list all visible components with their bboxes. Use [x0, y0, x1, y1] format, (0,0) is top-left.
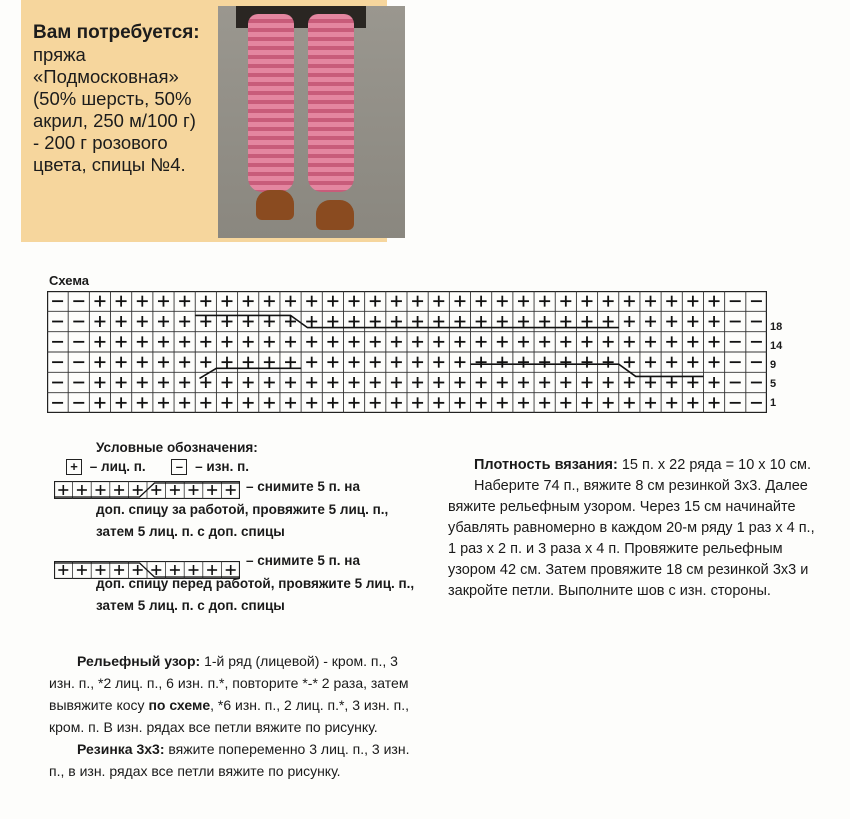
chart-knit-stitch — [645, 377, 656, 388]
chart-knit-stitch — [582, 397, 593, 408]
chart-knit-stitch — [433, 316, 444, 327]
chart-knit-stitch — [306, 357, 317, 368]
chart-knit-stitch — [200, 316, 211, 327]
chart-knit-stitch — [349, 377, 360, 388]
chart-knit-stitch — [116, 357, 127, 368]
materials-panel — [21, 0, 387, 242]
knit-stitch-label: – лиц. п. — [89, 459, 146, 474]
chart-knit-stitch — [327, 336, 338, 347]
legend-title: Условные обозначения: — [96, 440, 258, 455]
chart-knit-stitch — [539, 397, 550, 408]
chart-knit-stitch — [433, 357, 444, 368]
chart-knit-stitch — [137, 316, 148, 327]
chart-knit-stitch — [603, 296, 614, 307]
chart-knit-stitch — [454, 336, 465, 347]
chart-knit-stitch — [518, 336, 529, 347]
chart-knit-stitch — [94, 357, 105, 368]
chart-knit-stitch — [476, 296, 487, 307]
chart-knit-stitch — [222, 336, 233, 347]
chart-knit-stitch — [349, 336, 360, 347]
chart-knit-stitch — [687, 296, 698, 307]
chart-knit-stitch — [518, 357, 529, 368]
chart-knit-stitch — [476, 316, 487, 327]
chart-knit-stitch — [624, 296, 635, 307]
chart-knit-stitch — [158, 316, 169, 327]
chart-knit-stitch — [306, 316, 317, 327]
chart-knit-stitch — [709, 357, 720, 368]
chart-knit-stitch — [222, 296, 233, 307]
chart-knit-stitch — [116, 336, 127, 347]
cable-front-desc-first: – снимите 5 п. на — [246, 553, 360, 568]
chart-knit-stitch — [264, 316, 275, 327]
chart-knit-stitch — [285, 377, 296, 388]
chart-knit-stitch — [391, 357, 402, 368]
row-number-18: 18 — [770, 321, 783, 333]
materials-description: пряжа «Подмосковная» (50% шерсть, 50% акрил, 250 м/100 г) - 200 г розового цвета, спицы №4. — [33, 44, 196, 175]
chart-knit-stitch — [285, 296, 296, 307]
chart-knit-stitch — [243, 296, 254, 307]
chart-knit-stitch — [582, 377, 593, 388]
chart-knit-stitch — [370, 296, 381, 307]
chart-knit-stitch — [179, 397, 190, 408]
chart-knit-stitch — [137, 296, 148, 307]
chart-knit-stitch — [222, 357, 233, 368]
chart-knit-stitch — [412, 397, 423, 408]
materials-text — [33, 22, 203, 176]
legend-basic-symbols — [66, 459, 271, 475]
chart-knit-stitch — [518, 397, 529, 408]
chart-knit-stitch — [666, 357, 677, 368]
row-number-5: 5 — [770, 378, 777, 390]
chart-knit-stitch — [94, 336, 105, 347]
chart-knit-stitch — [709, 296, 720, 307]
chart-knit-stitch — [560, 377, 571, 388]
chart-knit-stitch — [666, 377, 677, 388]
chart-cable-crossing — [199, 368, 301, 378]
chart-knit-stitch — [137, 377, 148, 388]
chart-knit-stitch — [645, 336, 656, 347]
chart-knit-stitch — [476, 397, 487, 408]
density-text: 15 п. х 22 ряда = 10 х 10 см. — [617, 457, 811, 473]
chart-knit-stitch — [645, 357, 656, 368]
chart-knit-stitch — [243, 336, 254, 347]
chart-knit-stitch — [560, 296, 571, 307]
cable-back-description — [96, 476, 426, 544]
chart-knit-stitch — [539, 316, 550, 327]
chart-knit-stitch — [539, 296, 550, 307]
chart-knit-stitch — [666, 397, 677, 408]
chart-knit-stitch — [454, 377, 465, 388]
chart-knit-stitch — [603, 397, 614, 408]
chart-knit-stitch — [412, 336, 423, 347]
chart-knit-stitch — [327, 377, 338, 388]
pattern-description — [49, 650, 421, 782]
chart-knit-stitch — [349, 296, 360, 307]
chart-knit-stitch — [94, 316, 105, 327]
chart-knit-stitch — [116, 316, 127, 327]
chart-knit-stitch — [476, 357, 487, 368]
chart-knit-stitch — [243, 357, 254, 368]
chart-title: Схема — [49, 273, 90, 288]
chart-knit-stitch — [137, 357, 148, 368]
chart-knit-stitch — [582, 357, 593, 368]
knitted-leg-warmers-photo — [218, 6, 405, 238]
relief-pattern-label: Рельефный узор: — [77, 653, 201, 669]
chart-knit-stitch — [560, 336, 571, 347]
chart-knit-stitch — [264, 377, 275, 388]
knit-stitch-icon: + — [66, 459, 82, 475]
rib-label: Резинка 3х3: — [77, 741, 165, 757]
chart-knit-stitch — [412, 316, 423, 327]
chart-knit-stitch — [158, 336, 169, 347]
chart-knit-stitch — [454, 316, 465, 327]
chart-knit-stitch — [497, 316, 508, 327]
chart-knit-stitch — [370, 316, 381, 327]
density-label: Плотность вязания: — [474, 457, 618, 473]
chart-knit-stitch — [624, 377, 635, 388]
chart-knit-stitch — [349, 357, 360, 368]
chart-knit-stitch — [433, 336, 444, 347]
chart-knit-stitch — [624, 336, 635, 347]
chart-knit-stitch — [645, 316, 656, 327]
rib-text: вяжите попеременно 3 лиц. п., 3 изн. п., в изн. рядах все петли вяжите по рисунку. — [49, 741, 410, 779]
chart-knit-stitch — [476, 377, 487, 388]
chart-knit-stitch — [391, 397, 402, 408]
chart-knit-stitch — [306, 397, 317, 408]
chart-knit-stitch — [222, 316, 233, 327]
chart-knit-stitch — [137, 397, 148, 408]
chart-knit-stitch — [687, 397, 698, 408]
chart-knit-stitch — [624, 397, 635, 408]
chart-knit-stitch — [179, 336, 190, 347]
chart-knit-stitch — [497, 397, 508, 408]
purl-stitch-icon: – — [171, 459, 187, 475]
cable-back-desc-first: – снимите 5 п. на — [246, 479, 360, 494]
chart-knit-stitch — [349, 316, 360, 327]
chart-knit-stitch — [645, 397, 656, 408]
chart-knit-stitch — [476, 336, 487, 347]
chart-knit-stitch — [539, 357, 550, 368]
chart-knit-stitch — [200, 357, 211, 368]
chart-knit-stitch — [116, 377, 127, 388]
chart-knit-stitch — [687, 336, 698, 347]
chart-knit-stitch — [687, 316, 698, 327]
chart-knit-stitch — [539, 336, 550, 347]
chart-knit-stitch — [454, 397, 465, 408]
chart-knit-stitch — [306, 377, 317, 388]
chart-knit-stitch — [370, 377, 381, 388]
instructions — [448, 455, 816, 602]
cable-front-desc-rest: доп. спицу перед работой, провяжите 5 лиц. п., затем 5 лиц. п. с доп. спицы — [96, 575, 415, 613]
chart-knit-stitch — [412, 377, 423, 388]
chart-knit-stitch — [264, 336, 275, 347]
chart-knit-stitch — [306, 296, 317, 307]
chart-knit-stitch — [179, 316, 190, 327]
chart-knit-stitch — [666, 296, 677, 307]
chart-knit-stitch — [497, 296, 508, 307]
chart-knit-stitch — [264, 397, 275, 408]
chart-knit-stitch — [243, 377, 254, 388]
chart-knit-stitch — [709, 336, 720, 347]
chart-knit-stitch — [497, 336, 508, 347]
instructions-body: Наберите 74 п., вяжите 8 см резинкой 3х3. Далее вяжите рельефным узором. Через 15 см начинайте убавлять равномерно в каждом 20-м ряду 1 раз х 4 п., 1 раз х 2 п. и 3 раза х 4 п. Провяжите рельефным узором 42 см. Затем провяжите 18 см резинкой 3х3 и закройте петли. Выполните шов с изн. стороны. — [448, 478, 815, 599]
chart-knit-stitch — [454, 296, 465, 307]
chart-knit-stitch — [116, 296, 127, 307]
chart-knit-stitch — [243, 397, 254, 408]
chart-knit-stitch — [560, 397, 571, 408]
chart-knit-stitch — [582, 296, 593, 307]
chart-knit-stitch — [158, 296, 169, 307]
chart-knit-stitch — [264, 357, 275, 368]
chart-knit-stitch — [560, 357, 571, 368]
chart-knit-stitch — [370, 336, 381, 347]
chart-knit-stitch — [264, 296, 275, 307]
chart-knit-stitch — [327, 397, 338, 408]
chart-knit-stitch — [370, 357, 381, 368]
row-number-1: 1 — [770, 397, 777, 409]
chart-knit-stitch — [285, 357, 296, 368]
chart-knit-stitch — [709, 397, 720, 408]
chart-knit-stitch — [222, 377, 233, 388]
chart-knit-stitch — [94, 296, 105, 307]
chart-knit-stitch — [349, 397, 360, 408]
chart-knit-stitch — [370, 397, 381, 408]
chart-knit-stitch — [158, 397, 169, 408]
chart-knit-stitch — [687, 357, 698, 368]
relief-pattern-text-b: , *6 изн. п., 2 лиц. п.*, 3 изн. п., кром. п. В изн. рядах все петли вяжите по рисунку. — [49, 697, 409, 735]
chart-knit-stitch — [687, 377, 698, 388]
chart-knit-stitch — [603, 357, 614, 368]
chart-knit-stitch — [179, 357, 190, 368]
chart-knit-stitch — [243, 316, 254, 327]
chart-knit-stitch — [158, 377, 169, 388]
chart-knit-stitch — [624, 316, 635, 327]
chart-knit-stitch — [391, 296, 402, 307]
chart-knit-stitch — [433, 397, 444, 408]
chart-knit-stitch — [327, 296, 338, 307]
relief-pattern-bold: по схеме — [148, 697, 211, 713]
chart-knit-stitch — [200, 397, 211, 408]
chart-knit-stitch — [306, 336, 317, 347]
chart-knit-stitch — [200, 377, 211, 388]
chart-knit-stitch — [94, 397, 105, 408]
chart-knit-stitch — [179, 377, 190, 388]
chart-knit-stitch — [497, 357, 508, 368]
chart-knit-stitch — [582, 316, 593, 327]
cable-back-desc-rest: доп. спицу за работой, провяжите 5 лиц. п., затем 5 лиц. п. с доп. спицы — [96, 501, 389, 539]
chart-knit-stitch — [624, 357, 635, 368]
chart-knit-stitch — [666, 316, 677, 327]
chart-knit-stitch — [412, 296, 423, 307]
chart-knit-stitch — [158, 357, 169, 368]
purl-stitch-label: – изн. п. — [195, 459, 249, 474]
row-number-14: 14 — [770, 340, 783, 352]
knitting-chart — [47, 291, 767, 413]
chart-knit-stitch — [645, 296, 656, 307]
materials-heading: Вам потребуется: — [33, 22, 200, 43]
chart-knit-stitch — [391, 316, 402, 327]
chart-knit-stitch — [518, 296, 529, 307]
chart-knit-stitch — [497, 377, 508, 388]
chart-knit-stitch — [518, 377, 529, 388]
chart-knit-stitch — [518, 316, 529, 327]
chart-knit-stitch — [285, 336, 296, 347]
chart-knit-stitch — [391, 336, 402, 347]
chart-knit-stitch — [433, 296, 444, 307]
chart-knit-stitch — [327, 316, 338, 327]
chart-knit-stitch — [666, 336, 677, 347]
chart-knit-stitch — [222, 397, 233, 408]
chart-knit-stitch — [391, 377, 402, 388]
chart-knit-stitch — [200, 296, 211, 307]
chart-knit-stitch — [582, 336, 593, 347]
chart-knit-stitch — [433, 377, 444, 388]
chart-knit-stitch — [412, 357, 423, 368]
chart-knit-stitch — [179, 296, 190, 307]
chart-knit-stitch — [137, 336, 148, 347]
chart-knit-stitch — [285, 397, 296, 408]
chart-knit-stitch — [116, 397, 127, 408]
chart-knit-stitch — [603, 316, 614, 327]
row-number-9: 9 — [770, 359, 777, 371]
cable-front-description — [96, 550, 426, 618]
chart-knit-stitch — [560, 316, 571, 327]
chart-knit-stitch — [709, 316, 720, 327]
chart-knit-stitch — [327, 357, 338, 368]
chart-knit-stitch — [709, 377, 720, 388]
relief-pattern-text-a: 1-й ряд (лицевой) - кром. п., 3 изн. п., *2 лиц. п., 6 изн. п.*, повторите *-* 2 раза, затем вывяжите косу — [49, 653, 409, 713]
chart-knit-stitch — [454, 357, 465, 368]
chart-knit-stitch — [603, 336, 614, 347]
chart-knit-stitch — [539, 377, 550, 388]
chart-knit-stitch — [94, 377, 105, 388]
chart-knit-stitch — [200, 336, 211, 347]
chart-knit-stitch — [603, 377, 614, 388]
